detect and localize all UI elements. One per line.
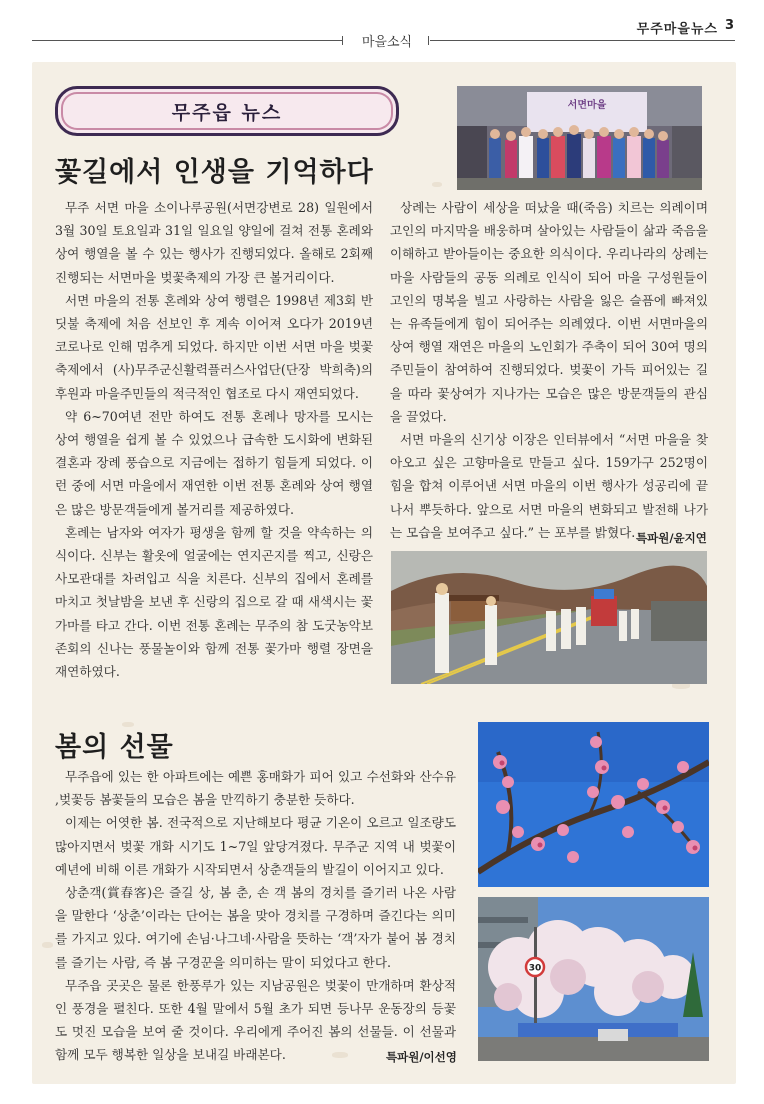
header-tick-left bbox=[342, 36, 343, 45]
article1-paragraph: 서면 마을의 전통 혼례와 상여 행렬은 1998년 제3회 반딧불 축제에 처음 선보인 후 계속 이어져 오다가 2019년 코로나로 인해 멈추게 되었다. 하지만 이번 서면 마을 벚꽃 축제에서 (사)무주군신활력플러스사업단(단장 박희축)의 후원과 마을주민들의 적극적인 협조로 다시 재연되었다. bbox=[55, 292, 373, 401]
procession-photo bbox=[391, 551, 707, 684]
article1-byline: 특파원/윤지연 bbox=[636, 531, 707, 545]
article1-paragraph: 약 6~70여년 전만 하여도 전통 혼례나 망자를 모시는 상여 행열을 쉽게 볼 수 있었으나 급속한 도시화에 변화된 결혼과 장례 풍습으로 지금에는 접하기 힘들게 되었다. 이런 중에 서면 마을에서 재연한 이번 전통 혼례와 상여 행열은 많은 방문객들에게 볼거리를 제공하였다. bbox=[55, 408, 373, 517]
cherry-blossom-street-photo bbox=[478, 897, 709, 1061]
article1-column-right bbox=[390, 196, 708, 544]
article1-paragraph: 혼례는 남자와 여자가 평생을 함께 할 것을 약속하는 의식이다. 신부는 활옷에 얼굴에는 연지곤지를 찍고, 신랑은 사모관대를 차려입고 식을 치른다. 신부의 집에서 혼례를 마치고 첫날밤을 보낸 후 신랑의 집으로 갈 때 새색시는 꽃가마를 타고 간다. 이번 전통 혼례는 무주의 참 도굿농악보존회의 신나는 풍물놀이와 함께 전통 꽃가마 행렬 장면을 재연하였다. bbox=[55, 524, 373, 680]
article1-paragraph: 무주 서면 마을 소이나루공원(서면강변로 28) 일원에서 3월 30일 토요일과 31일 일요일 양일에 걸쳐 전통 혼례와 상여 행열을 볼 수 있는 행사가 진행되었다. 올해로 2회째 진행되는 서면마을 벚꽃축제의 가장 큰 볼거리이다. bbox=[55, 200, 373, 285]
page-number: 3 bbox=[724, 18, 734, 33]
article2-paragraph: 무주읍에 있는 한 아파트에는 예쁜 홍매화가 피어 있고 수선화와 산수유 ,벚꽃등 봄꽃들의 모습은 봄을 만끽하기 충분한 듯하다. bbox=[55, 769, 456, 808]
section-label: 마을소식 bbox=[361, 35, 413, 50]
header-tick-right bbox=[428, 36, 429, 45]
paper-fleck bbox=[42, 942, 53, 948]
header-rule-left bbox=[32, 40, 342, 41]
article2-column bbox=[55, 765, 456, 1067]
page-header bbox=[0, 0, 764, 60]
banner-title: 무주읍 뉴스 bbox=[171, 102, 283, 124]
speed-limit-sign: 30 bbox=[528, 963, 542, 974]
article1-paragraph: 상례는 사람이 세상을 떠났을 때(죽음) 치르는 의례이며 고인의 마지막을 배웅하며 살아있는 사람들이 삶과 죽음을 이해하고 받아들이는 중요한 의식이다. 우리나라의 상례는 마을 사람들의 공동 의례로 인식이 되어 마을 구성원들이 고인의 명복을 빌고 사랑하는 사람을 잃은 슬픔에 빠져있는 유족들에게 힘이 되어주는 의례였다. 이번 서면마을의 상여 행열 재연은 마을의 노인회가 주축이 되어 30여 명의 주민들이 참여하여 진행되었다. 벚꽃이 가득 피어있는 길을 따라 꽃상여가 지나가는 모습은 많은 방문객들의 관심을 끌었다. bbox=[390, 200, 708, 424]
article2-paragraph: 이제는 어엿한 봄. 전국적으로 지난해보다 평균 기온이 오르고 일조량도 많아지면서 벚꽃 개화 시기도 1~7일 앞당겨졌다. 무주군 지역 내 벚꽃이 예년에 비해 이른 개화가 시작되면서 상춘객들의 발길이 이어지고 있다. bbox=[55, 815, 456, 877]
header-rule-right bbox=[430, 40, 735, 41]
ceremony-group-photo bbox=[457, 86, 702, 190]
article1-column-left bbox=[55, 196, 373, 683]
article2-paragraph: 무주읍 곳곳은 물론 한풍루가 있는 지남공원은 벚꽃이 만개하며 환상적인 풍경을 펼친다. 또한 4월 말에서 5월 초가 되면 등나무 운동장의 등꽃도 멋진 모습을 보여 줄 것이다. 우리에게 주어진 봄의 선물들. 이 선물과 함께 모두 행복한 일상을 보내길 바래본다. bbox=[55, 977, 456, 1063]
publication-name: 무주마을뉴스 bbox=[636, 22, 718, 37]
article2-byline: 특파원/이선영 bbox=[386, 1050, 457, 1064]
article1-paragraph: 서면 마을의 신기상 이장은 인터뷰에서 “서면 마을을 찾아오고 싶은 고향마을로 만들고 싶다. 159가구 252명이 힘을 합쳐 이루어낸 서면 마을의 이번 행사가 성공리에 끝나서 뿌듯하다. 앞으로 서면 마을의 변화되고 발전해 나가는 모습을 보여주고 싶다.” 는 포부를 밝혔다. bbox=[390, 432, 708, 540]
article2-headline: 봄의 선물 bbox=[55, 732, 174, 763]
article1-headline: 꽃길에서 인생을 기억하다 bbox=[55, 157, 374, 188]
paper-fleck bbox=[432, 182, 442, 187]
section-banner bbox=[55, 86, 399, 136]
banner-sign-text: 서면마을 bbox=[567, 100, 607, 111]
article2-paragraph: 상춘객(賞春客)은 즐길 상, 봄 춘, 손 객 봄의 경치를 즐기러 나온 사람을 말한다 ‘상춘’이라는 단어는 봄을 맞아 경치를 구경하며 즐긴다는 의미를 가지고 있다. 여기에 손님·나그네·사람을 뜻하는 ‘객’자가 붙어 봄 경치를 즐기는 사람, 즉 봄 구경꾼을 의미하는 말이 되었다고 한다. bbox=[55, 885, 456, 970]
plum-blossom-photo bbox=[478, 722, 709, 887]
